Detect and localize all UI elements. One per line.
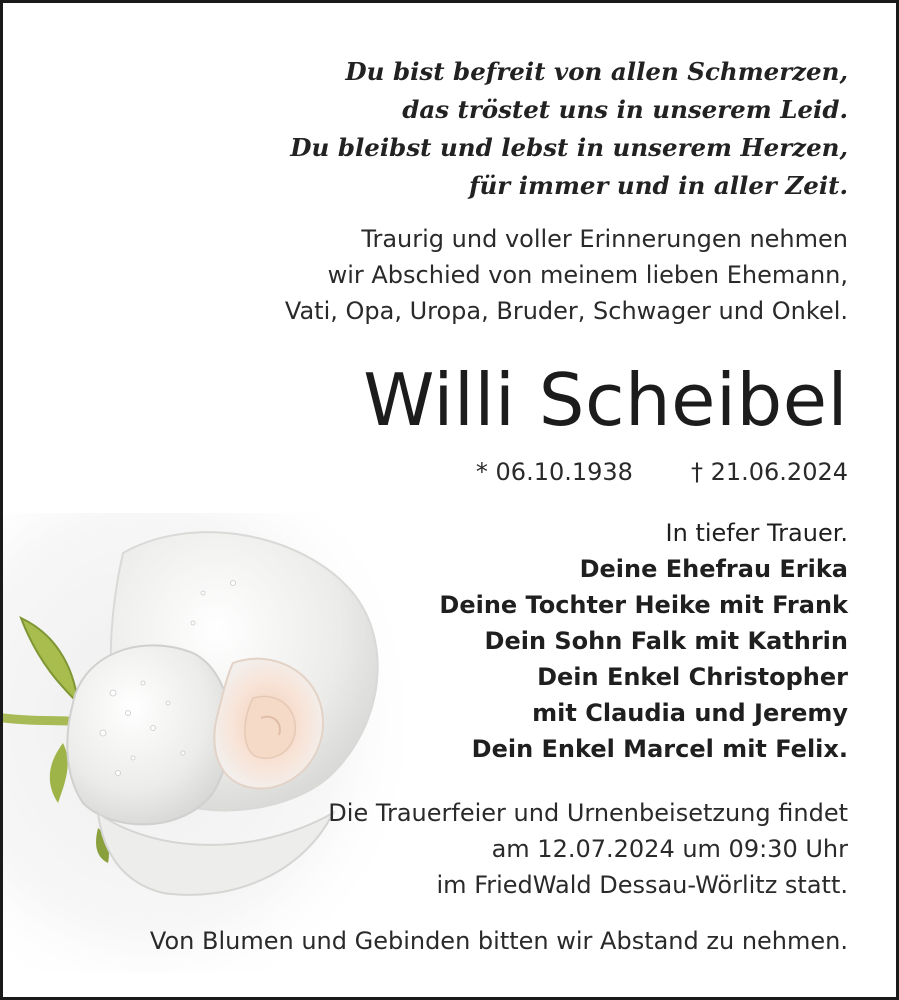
mourner-entry: Dein Enkel Marcel mit Felix.	[471, 735, 848, 763]
mourner-entry: Deine Ehefrau Erika	[579, 555, 848, 583]
poem-line: das tröstet uns in unserem Leid.	[402, 95, 848, 124]
funeral-line: Die Trauerfeier und Urnenbeisetzung findet	[328, 799, 848, 827]
closing-note: Von Blumen und Gebinden bitten wir Abstand zu nehmen.	[149, 927, 848, 955]
mourner-entry: Dein Enkel Christopher	[537, 663, 848, 691]
funeral-info	[328, 795, 848, 903]
mourning-heading: In tiefer Trauer.	[665, 519, 848, 547]
deceased-name: Willi Scheibel	[363, 358, 848, 442]
poem-line: Du bleibst und lebst in unserem Herzen,	[290, 133, 848, 162]
mourners-list	[439, 515, 848, 767]
mourner-entry: Dein Sohn Falk mit Kathrin	[484, 627, 848, 655]
poem-line: für immer und in aller Zeit.	[468, 171, 848, 200]
mourner-entry: Deine Tochter Heike mit Frank	[439, 591, 848, 619]
poem-line: Du bist befreit von allen Schmerzen,	[345, 57, 848, 86]
life-dates	[476, 455, 848, 489]
white-rose-image	[3, 513, 423, 973]
farewell-line: wir Abschied von meinem lieben Ehemann,	[327, 261, 848, 289]
birth-date: * 06.10.1938	[475, 458, 633, 486]
funeral-line: am 12.07.2024 um 09:30 Uhr	[491, 835, 848, 863]
funeral-line: im FriedWald Dessau-Wörlitz statt.	[436, 871, 848, 899]
poem	[290, 53, 848, 205]
farewell-text	[285, 221, 848, 329]
death-date: † 21.06.2024	[690, 458, 848, 486]
farewell-line: Traurig und voller Erinnerungen nehmen	[361, 225, 848, 253]
farewell-line: Vati, Opa, Uropa, Bruder, Schwager und Onkel.	[284, 297, 848, 325]
mourner-entry: mit Claudia und Jeremy	[532, 699, 848, 727]
